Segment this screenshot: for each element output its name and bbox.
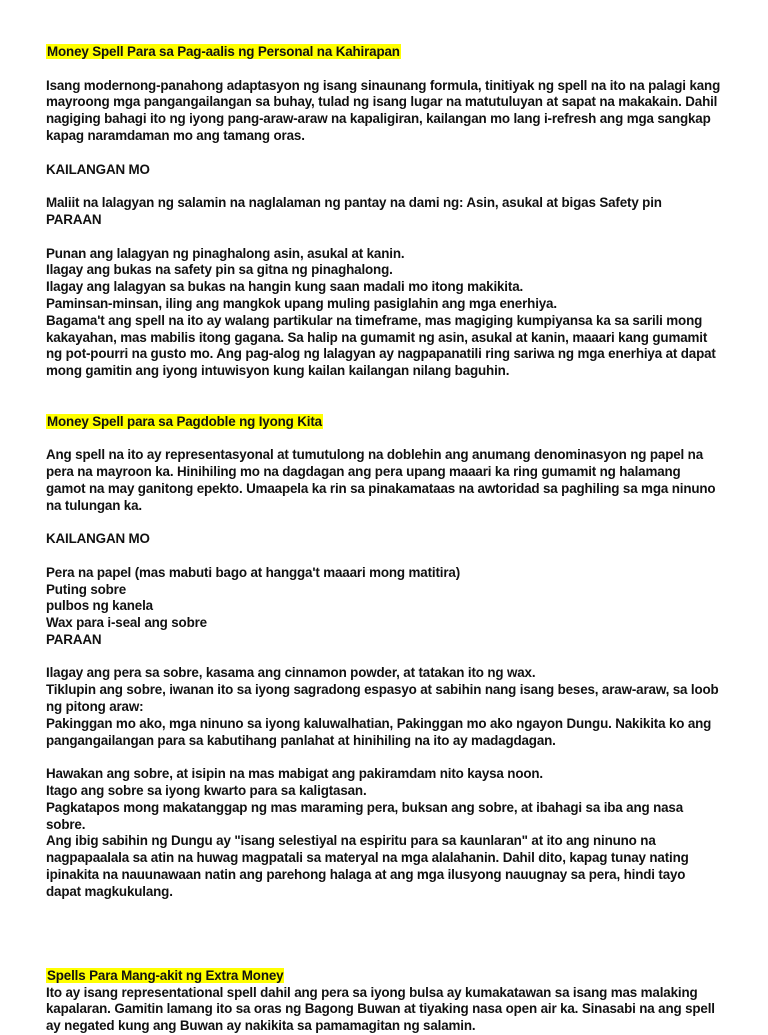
step-line: Ilagay ang lalagyan sa bukas na hangin kung saan madali mo itong makikita. (46, 279, 524, 295)
step-line: Ilagay ang bukas na safety pin sa gitna ng pinaghalong. (46, 262, 393, 278)
step-line: Punan ang lalagyan ng pinaghalong asin, asukal at kanin. (46, 245, 405, 261)
step-line: Ilagay ang pera sa sobre, kasama ang cinnamon powder, at tatakan ito ng wax. (46, 665, 536, 681)
need-item: Pera na papel (mas mabuti bago at hangga't maaari mong matitira) (46, 564, 460, 580)
step-line: Bagama't ang spell na ito ay walang partikular na timeframe, mas magiging kumpiyansa ka sa sarili mong kakayahan, mas mabilis itong gagana. Sa halip na gumamit ng asin, asukal at kanin, maaari kang gumamit ng pot-pourri na gusto mo. Ang pag-alog ng lalagyan ay nagpapanatili ring sariwa ng mga enerhiya at dapat mong gamitin ang iyong intuwisyon kung kailan kailangan nilang baguhin. (46, 312, 716, 379)
need-item: Puting sobre (46, 581, 127, 597)
step-line: Hawakan ang sobre, at isipin na mas mabigat ang pakiramdam nito kaysa noon. (46, 766, 543, 782)
section-intro: Isang modernong-panahong adaptasyon ng isang sinaunang formula, tinitiyak ng spell na ito na palagi kang mayroong mga pangangailangan sa buhay, tulad ng isang lugar na matutuluyan at sapat na makakain. Dahil nagiging bahagi ito ng iyong pang-araw-araw na kapaligiran, kailangan mo lang i-refresh ang mga sangkap kapag naramdaman mo ang tamang oras. (46, 77, 721, 143)
step-line: Ang ibig sabihin ng Dungu ay "isang selestiyal na espiritu para sa kaunlaran" at ito ang ninuno na nagpapaalala sa atin na huwag magpatali sa materyal na mga alalahanin. Dahil dito, kapag tunay nating ipinakita na nauunawaan natin ang parehong halaga at ang mga ilusyong nauugnay sa pera, hindi tayo dapat magkukulang. (46, 833, 689, 899)
step-line: Itago ang sobre sa iyong kwarto para sa kaligtasan. (46, 783, 367, 799)
need-item: Wax para i-seal ang sobre (46, 615, 207, 631)
highlighted-heading: Money Spell para sa Pagdoble ng Iyong Kita (47, 413, 322, 429)
highlighted-heading: Spells Para Mang-akit ng Extra Money (47, 967, 284, 983)
step-line: Pagkatapos mong makatanggap ng mas maraming pera, buksan ang sobre, at ibahagi sa iba ang nasa sobre. (46, 799, 684, 832)
section-intro: Ito ay isang representational spell dahil ang pera sa iyong bulsa ay kumakatawan sa isang mas malaking kapalaran. Gamitin lamang ito sa oras ng Bagong Buwan at tiyaking nasa open air ka. Sinasabi na ang spell ay negated kung ang Buwan ay nakikita sa pamamagitan ng salamin. (46, 984, 715, 1034)
need-heading: KAILANGAN MO (46, 531, 150, 547)
step-line: Paminsan-minsan, iling ang mangkok upang muling pasiglahin ang mga enerhiya. (46, 295, 557, 311)
need-item: Maliit na lalagyan ng salamin na naglalaman ng pantay na dami ng: Asin, asukal at bigas Safety pin (46, 195, 662, 211)
method-heading: PARAAN (46, 631, 102, 647)
step-line: Pakinggan mo ako, mga ninuno sa iyong kaluwalhatian, Pakinggan mo ako ngayon Dungu. Nakikita ko ang pangangailangan para sa kabutihang panlahat at hinihiling na ito ay madagdagan. (46, 715, 712, 748)
method-heading: PARAAN (46, 211, 102, 227)
section-title (46, 414, 722, 431)
highlighted-heading: Money Spell Para sa Pag-aalis ng Personal na Kahirapan (47, 44, 400, 59)
step-line: Tiklupin ang sobre, iwanan ito sa iyong sagradong espasyo at sabihin nang isang beses, araw-araw, sa loob ng pitong araw: (46, 682, 719, 715)
section-intro: Ang spell na ito ay representasyonal at tumutulong na doblehin ang anumang denominasyon ng papel na pera na mayroon ka. Hinihiling mo na dagdagan ang pera upang maaari ka ring gumamit ng halamang gamot na may ganitong epekto. Umaapela ka rin sa pinakamataas na awtoridad sa paghiling sa mga ninuno na tulungan ka. (46, 447, 716, 513)
need-item: pulbos ng kanela (46, 598, 153, 614)
section-title (46, 44, 722, 61)
need-heading: KAILANGAN MO (46, 161, 150, 177)
section-title (46, 968, 722, 985)
